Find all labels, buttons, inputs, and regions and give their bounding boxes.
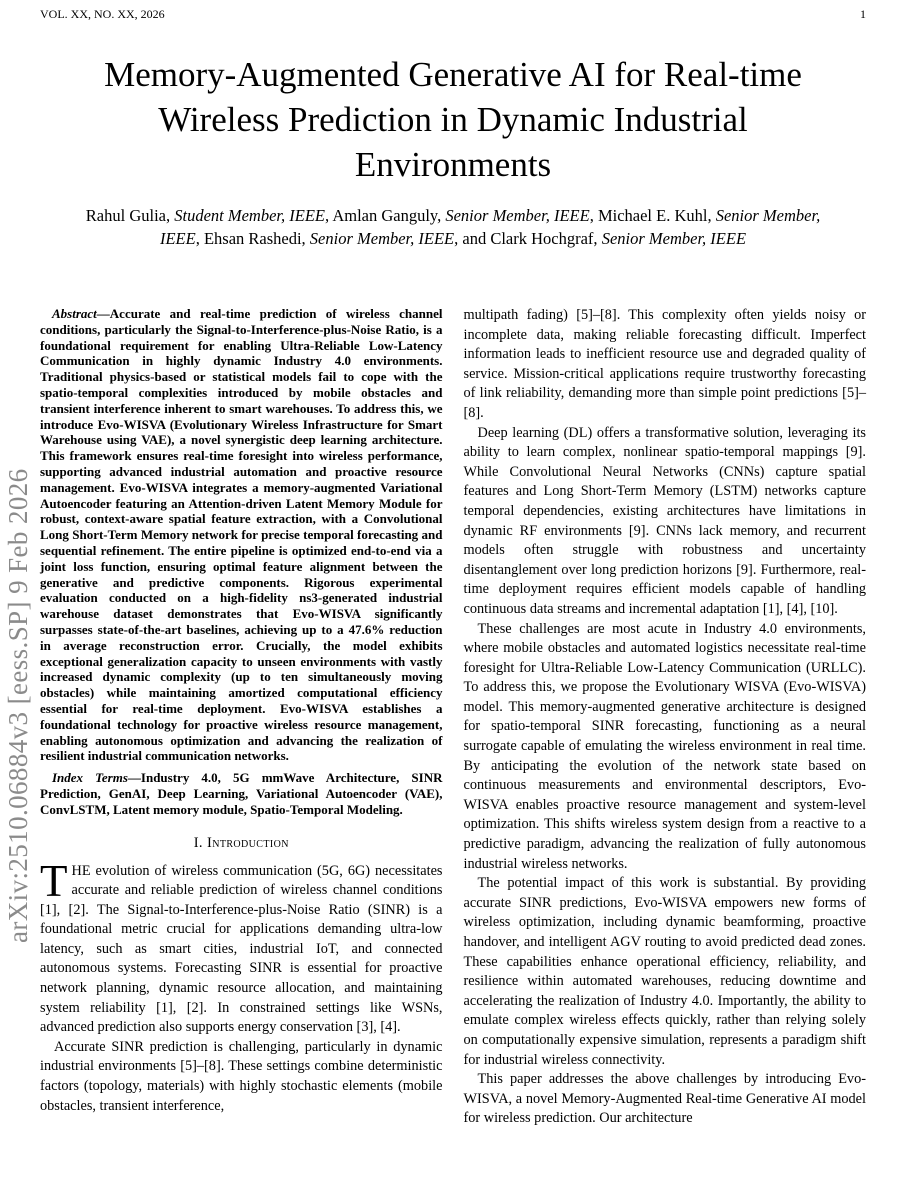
author-name: , and Clark Hochgraf, xyxy=(454,229,602,248)
dropcap-letter: T xyxy=(40,855,68,906)
paper-title: Memory-Augmented Generative AI for Real-time Wireless Prediction in Dynamic Industrial Environments xyxy=(104,55,802,184)
journal-volume-info: VOL. XX, NO. XX, 2026 xyxy=(40,7,165,21)
section-heading-introduction: I. Introduction xyxy=(193,834,289,851)
index-terms-label: Index Terms xyxy=(52,770,128,786)
author-membership: Senior Member, IEEE xyxy=(309,229,455,248)
page-number: 1 xyxy=(860,7,866,21)
intro-paragraph-2: Accurate SINR prediction is challenging, particularly in dynamic industrial environments [5]–[8]. These settings combine deterministic factors (topology, materials) with highly stochastic elements (mobile obstacles, transient interference, xyxy=(40,1038,443,1114)
author-membership: Senior Member, IEEE xyxy=(159,206,821,248)
author-membership: Senior Member, IEEE xyxy=(445,206,590,225)
abstract-paragraph xyxy=(40,306,443,764)
author-line xyxy=(40,204,866,250)
author-membership: Senior Member, IEEE xyxy=(601,229,747,248)
two-column-body xyxy=(40,306,866,1129)
index-terms-text: —Industry 4.0, 5G mmWave Architecture, SINR Prediction, GenAI, Deep Learning, Variational Autoencoder (VAE), ConvLSTM, Latent memory module, Spatio-Temporal Modeling. xyxy=(40,770,443,817)
author-name: Rahul Gulia, xyxy=(85,206,175,225)
body-paragraph: This paper addresses the above challenges by introducing Evo-WISVA, a novel Memory-Augmented Real-time Generative AI model for wireless prediction. Our architecture xyxy=(463,1071,866,1127)
author-membership: Student Member, IEEE xyxy=(174,206,325,225)
arxiv-identifier-watermark: arXiv:2510.06884v3 [eess.SP] 9 Feb 2026 xyxy=(3,468,33,943)
intro-paragraph-1 xyxy=(40,855,443,1038)
author-name: , Michael E. Kuhl, xyxy=(589,206,716,225)
body-paragraph: These challenges are most acute in Industry 4.0 environments, where mobile obstacles and automated logistics necessitate real-time foresight for Ultra-Reliable Low-Latency Communication (URLLC). To address this, we propose the Evolutionary WISVA (Evo-WISVA) model. This memory-augmented generative architecture is designed for spatio-temporal SINR forecasting, functioning as a neural surrogate capable of emulating the wireless environment in real time. By anticipating the evolution of the network state based on continuous measurements and environmental descriptors, Evo-WISVA enables proactive resource management and system-level optimization. This shifts wireless system design from a reactive to a predictive paradigm, advancing the realization of fully autonomous industrial wireless networks. xyxy=(463,620,866,872)
abstract-text: —Accurate and real-time prediction of wireless channel conditions, particularly the Signal-to-Interference-plus-Noise Ratio, is a foundational requirement for enabling Ultra-Reliable Low-Latency Communication in highly dynamic Industry 4.0 environments. Traditional physics-based or statistical models fail to cope with the spatio-temporal complexities introduced by mobile obstacles and transient interference inherent to smart warehouses. To address this, we introduce Evo-WISVA (Evolutionary Wireless Infrastructure for Smart Warehouse using VAE), a novel synergistic deep learning architecture. This framework ensures real-time foresight into wireless performance, supporting advanced industrial automation and proactive resource management. Evo-WISVA integrates a memory-augmented Variational Autoencoder featuring an Attention-driven Latent Memory Module for robust, context-aware spatial feature extraction, with a Convolutional Long Short-Term Memory network for precise temporal forecasting and sequential refinement. The entire pipeline is optimized end-to-end via a joint loss function, ensuring optimal feature alignment between the generative and predictive components. Rigorous experimental evaluation conducted on a high-fidelity ns3-generated industrial warehouse dataset demonstrates that Evo-WISVA significantly surpasses state-of-the-art baselines, achieving up to a 47.6% reduction in average reconstruction error. Crucially, the model exhibits exceptional generalization capacity to unseen environments with vastly increased dynamic complexity (up to ten simultaneously moving obstacles) while maintaining amortized computational efficiency essential for real-time deployment. Evo-WISVA establishes a foundational technology for proactive wireless resource management, enabling autonomous optimization and advancing the realization of resilient industrial communication networks. xyxy=(40,306,443,764)
left-column xyxy=(40,306,443,1129)
body-paragraph: The potential impact of this work is substantial. By providing accurate SINR predictions, Evo-WISVA empowers new forms of wireless optimization, including dynamic beamforming, proactive handover, and intelligent AGV routing to avoid predicted dead zones. These capabilities enhance operational efficiency, reliability, and resilience within automated warehouses, reducing downtime and accelerating the realization of Industry 4.0. Importantly, the ability to emulate complex wireless effects quickly, rather than relying solely on computationally expensive simulation, represents a paradigm shift for industrial wireless connectivity. xyxy=(463,875,866,1068)
right-column xyxy=(464,306,867,1129)
author-name: , Amlan Ganguly, xyxy=(324,206,446,225)
body-paragraph: Deep learning (DL) offers a transformative solution, leveraging its ability to learn complex, nonlinear spatio-temporal mappings [9]. While Convolutional Neural Networks (CNNs) capture spatial features and Long Short-Term Memory (LSTM) networks capture temporal dependencies, existing architectures have limitations in dynamic RF environments [9]. CNNs lack memory, and recurrent models often struggle with robustness and uncertainty disentanglement over long prediction horizons [9]. Furthermore, real-time deployment requires efficient models capable of handling continuous data streams and incremental adaptation [1], [4], [10]. xyxy=(463,424,866,617)
intro-paragraph-1-text: HE evolution of wireless communication (5G, 6G) necessitates accurate and reliable prediction of wireless channel conditions [1], [2]. The Signal-to-Interference-plus-Noise Ratio (SINR) is a foundational metric crucial for applications demanding ultra-low latency, such as smart cities, industrial IoT, and connected autonomous systems. Forecasting SINR is essential for proactive network planning, dynamic resource allocation, and maintaining system reliability [1], [2]. In constrained settings like WSNs, advanced prediction also supports energy conservation [3], [4]. xyxy=(40,862,443,1036)
body-paragraph: multipath fading) [5]–[8]. This complexity often yields noisy or incomplete data, making reliable forecasting difficult. Imperfect information leads to inefficient resource use and degraded quality of service. Mission-critical applications require trustworthy forecasting of link reliability, demanding more than simple point predictions [5]–[8]. xyxy=(463,307,866,421)
index-terms-paragraph xyxy=(40,770,443,817)
author-name: , Ehsan Rashedi, xyxy=(195,229,310,248)
running-header xyxy=(40,0,866,22)
abstract-label: Abstract xyxy=(52,306,97,321)
